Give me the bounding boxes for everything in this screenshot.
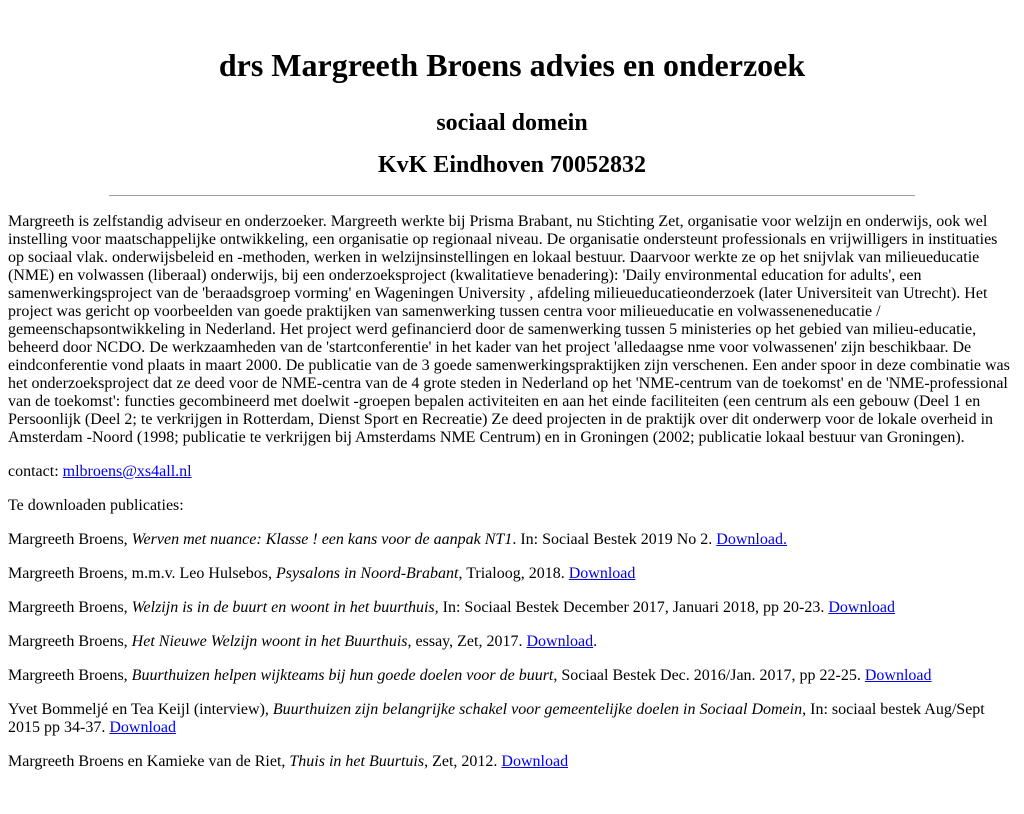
- publication-details: In: Sociaal Bestek December 2017, Januari 2018, pp 20-23.: [438, 599, 829, 616]
- publication-title: Thuis in het Buurtuis: [289, 753, 425, 770]
- publication-suffix: .: [593, 633, 598, 650]
- download-link[interactable]: Download: [568, 565, 636, 582]
- publication-title: Psysalons in Noord-Brabant: [275, 565, 459, 582]
- download-link[interactable]: Download: [109, 719, 176, 736]
- publication-item: [8, 701, 1016, 737]
- publication-details: . In: Sociaal Bestek 2019 No 2.: [512, 531, 717, 548]
- publications-heading: Te downloaden publicaties:: [8, 497, 184, 514]
- publication-author: Margreeth Broens en Kamieke van de Riet,: [8, 753, 290, 770]
- publication-author: Margreeth Broens, m.m.v. Leo Hulsebos,: [8, 565, 276, 582]
- publication-item: [8, 753, 1016, 771]
- page-subtitle: sociaal domein: [436, 110, 588, 136]
- download-link[interactable]: Download: [501, 753, 569, 770]
- publication-title: Werven met nuance: Klasse ! een kans voor de aanpak NT1: [131, 531, 513, 548]
- contact-line: [8, 463, 1016, 481]
- publication-author: Margreeth Broens,: [8, 531, 132, 548]
- page: [0, 46, 1024, 771]
- publication-title: Buurthuizen zijn belangrijke schakel voor gemeentelijke doelen in Sociaal Domein: [272, 701, 803, 718]
- publication-item: [8, 531, 1016, 549]
- publication-author: Margreeth Broens,: [8, 633, 132, 650]
- download-link[interactable]: Download: [526, 633, 594, 650]
- publication-item: [8, 565, 1016, 583]
- contact-label: contact:: [8, 463, 63, 480]
- divider: [109, 195, 915, 196]
- publication-details: , Zet, 2012.: [424, 753, 502, 770]
- publication-title: Welzijn is in de buurt en woont in het buurthuis,: [131, 599, 439, 616]
- download-link[interactable]: Download: [864, 667, 932, 684]
- download-link[interactable]: Download: [828, 599, 895, 616]
- intro-paragraph: Margreeth is zelfstandig adviseur en onderzoeker. Margreeth werkte bij Prisma Brabant, nu Stichting Zet, organisatie voor welzijn en onderwijs, ook wel instelling voor maatschappelijke ontwikkeling, een organisatie op regionaal niveau. De organisatie ondersteunt professionals en vrijwilligers in instituaties op sociaal vlak. onderwijsbeleid en -methoden, werken in welzijnsinstellingen en lokaal bestuur. Daarvoor werkte ze op het snijvlak van milieueducatie (NME) en volwassen (liberaal) onderwijs, bij een onderzoeksproject (kwalitatieve benadering): 'Daily environmental education for adults', een samenwerkingsproject van de 'beraadsgroep vorming' en Wageningen University , afdeling milieueducatieonderzoek (later Universiteit van Utrecht). Het project was gericht op voorbeelden van goede praktijken van samenwerking tussen centra voor milieueducatie en volwasseneneducatie / gemeenschapsontwikkeling in Nederland. Het project werd gefinancierd door de samenwerking tussen 5 ministeries op het gebied van milieu-educatie, beheerd door NCDO. De werkzaamheden van de 'startconferentie' in het kader van het project 'alledaagse nme voor volwassenen' zijn beschikbaar. De eindconferentie vond plaats in maart 2000. De publicatie van de 3 goede samenwerkingspraktijken zijn verschenen. Een ander spoor in deze combinatie was het onderzoeksproject dat ze deed voor de NME-centra van de 4 grote steden in Nederland op het 'NME-centrum van de toekomst' en de 'NME-professional van de toekomst': functies gecombineerd met doelwit -groepen bepalen activiteiten en aan het einde faciliteiten (een centrum als een gebouw (Deel 1 en Persoonlijk (Deel 2; te verkrijgen in Rotterdam, Dienst Sport en Recreatie) Ze deed projecten in de praktijk over dit onderwerp voor de lokale overheid in Amsterdam -Noord (1998; publicatie te verkrijgen bij Amsterdams NME Centrum) en in Groningen (2002; publicatie lokaal bestuur van Groningen).: [8, 213, 1010, 446]
- publication-author: Margreeth Broens,: [8, 667, 132, 684]
- publication-author: Yvet Bommeljé en Tea Keijl (interview),: [8, 701, 273, 718]
- publication-details: , In: sociaal bestek Aug/Sept 2015 pp 34-37.: [8, 701, 985, 736]
- publication-title: Buurthuizen helpen wijkteams bij hun goede doelen voor de buurt: [131, 667, 554, 684]
- publication-details: , essay, Zet, 2017.: [407, 633, 527, 650]
- publication-details: , Trialoog, 2018.: [458, 565, 569, 582]
- publication-item: [8, 633, 1016, 651]
- page-title: drs Margreeth Broens advies en onderzoek: [218, 47, 806, 83]
- contact-email-link[interactable]: mlbroens@xs4all.nl: [62, 463, 192, 480]
- download-link[interactable]: Download.: [716, 531, 787, 548]
- publication-title: Het Nieuwe Welzijn woont in het Buurthuis: [131, 633, 408, 650]
- publication-details: , Sociaal Bestek Dec. 2016/Jan. 2017, pp 22-25.: [553, 667, 865, 684]
- publication-item: [8, 667, 1016, 685]
- kvk-number: KvK Eindhoven 70052832: [377, 152, 647, 178]
- publication-author: Margreeth Broens,: [8, 599, 132, 616]
- publication-item: [8, 599, 1016, 617]
